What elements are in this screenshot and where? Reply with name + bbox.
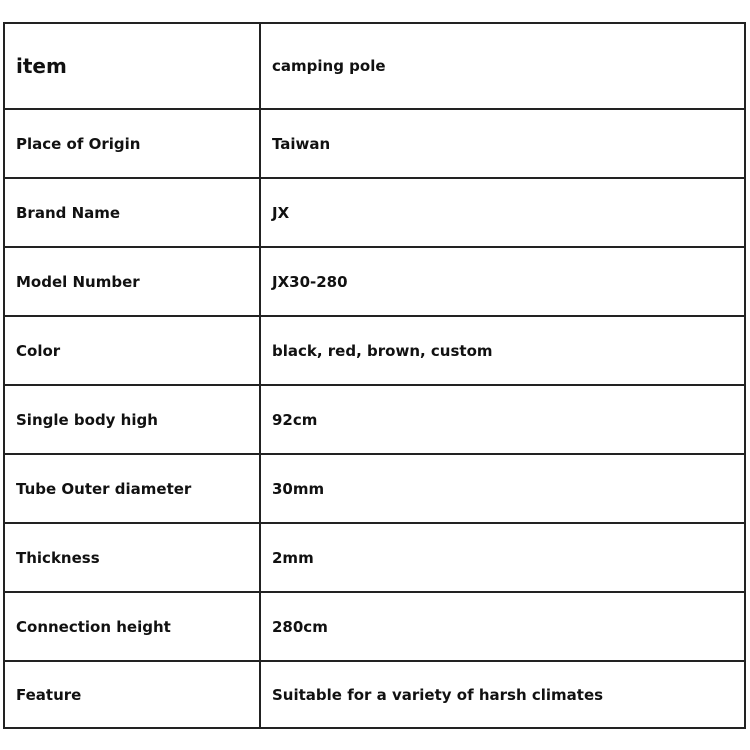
row-value: Suitable for a variety of harsh climates	[272, 685, 604, 704]
table-row	[5, 315, 744, 384]
row-value: Taiwan	[272, 134, 331, 153]
row-value: JX30-280	[272, 272, 348, 291]
row-label: Model Number	[5, 248, 261, 315]
table-row	[5, 24, 744, 108]
table-row	[5, 660, 744, 727]
row-value: 2mm	[272, 548, 314, 567]
table-row	[5, 522, 744, 591]
table-row	[5, 177, 744, 246]
row-value: 30mm	[272, 479, 325, 498]
row-value: 92cm	[272, 410, 318, 429]
row-value: black, red, brown, custom	[272, 341, 493, 360]
row-value: 280cm	[272, 617, 328, 636]
spec-table	[3, 22, 746, 729]
row-label: Thickness	[5, 524, 261, 591]
row-label: item	[5, 24, 261, 108]
table-row	[5, 384, 744, 453]
row-value: JX	[272, 203, 290, 222]
row-label: Place of Origin	[5, 110, 261, 177]
row-label: Connection height	[5, 593, 261, 660]
table-row	[5, 246, 744, 315]
row-label: Tube Outer diameter	[5, 455, 261, 522]
row-label: Feature	[5, 662, 261, 727]
table-row	[5, 591, 744, 660]
table-row	[5, 108, 744, 177]
row-label: Color	[5, 317, 261, 384]
row-label: Single body high	[5, 386, 261, 453]
row-value: camping pole	[272, 57, 386, 75]
table-row	[5, 453, 744, 522]
row-label: Brand Name	[5, 179, 261, 246]
